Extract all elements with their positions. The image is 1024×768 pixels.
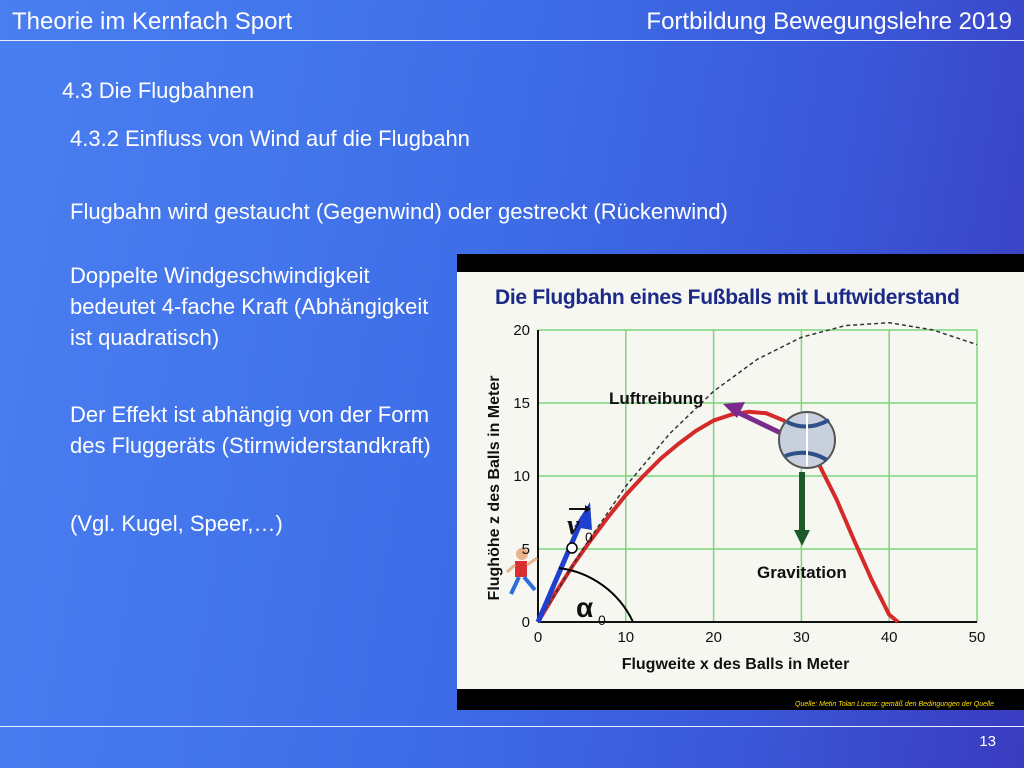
gravity-label: Gravitation bbox=[757, 563, 847, 582]
x-tick-label: 10 bbox=[617, 629, 635, 646]
paragraph-wind-speed: Doppelte Windgeschwindigkeit bedeutet 4-fache Kraft (Abhängigkeit ist quadratisch) bbox=[70, 263, 429, 350]
x-tick-label: 30 bbox=[793, 629, 810, 646]
slide-header bbox=[0, 0, 1024, 41]
paragraph-examples: (Vgl. Kugel, Speer,…) bbox=[70, 511, 283, 536]
gravity-arrowhead bbox=[794, 530, 810, 546]
y-tick-label: 20 bbox=[513, 322, 530, 339]
chart-title: Die Flugbahn eines Fußballs mit Luftwiderstand bbox=[495, 286, 960, 309]
x-tick-label: 40 bbox=[880, 629, 898, 646]
subsection-title: 4.3.2 Einfluss von Wind auf die Flugbahn bbox=[70, 126, 470, 151]
soccer-ball-icon bbox=[779, 412, 835, 468]
x-tick-label: 20 bbox=[705, 629, 722, 646]
page-number: 13 bbox=[979, 733, 996, 750]
y-tick-label: 10 bbox=[513, 468, 530, 485]
section-title: 4.3 Die Flugbahnen bbox=[62, 78, 255, 103]
x-tick-label: 50 bbox=[968, 629, 986, 646]
header-left-title: Theorie im Kernfach Sport bbox=[12, 8, 293, 35]
chart-panel bbox=[457, 272, 1024, 689]
trajectory-chart bbox=[457, 272, 1024, 689]
trajectory-figure bbox=[457, 254, 1024, 710]
source-caption: Quelle: Metin Tolan Lizenz: gemäß den Bedingungen der Quelle bbox=[795, 701, 994, 708]
small-ball-icon bbox=[567, 543, 577, 553]
footer-divider bbox=[0, 726, 1024, 727]
angle-label: α bbox=[576, 592, 594, 623]
x-axis-label: Flugweite x des Balls in Meter bbox=[621, 656, 850, 673]
angle-arc bbox=[559, 568, 633, 622]
drag-label: Luftreibung bbox=[609, 389, 704, 408]
header-right-title: Fortbildung Bewegungslehre 2019 bbox=[646, 8, 1012, 35]
y-axis-label: Flughöhe z des Balls in Meter bbox=[486, 375, 503, 601]
y-tick-label: 5 bbox=[521, 541, 530, 558]
y-tick-label: 0 bbox=[521, 614, 530, 631]
angle-subscript: 0 bbox=[598, 612, 606, 628]
velocity-label: v bbox=[567, 510, 580, 541]
paragraph-wind-effect: Flugbahn wird gestaucht (Gegenwind) oder gestreckt (Rückenwind) bbox=[70, 199, 728, 224]
x-tick-label: 0 bbox=[533, 629, 543, 646]
paragraph-shape: Der Effekt ist abhängig von der Form des Fluggeräts (Stirnwiderstandkraft) bbox=[70, 402, 431, 458]
y-tick-label: 15 bbox=[513, 395, 530, 412]
trajectory-with-drag bbox=[538, 412, 898, 622]
velocity-subscript: 0 bbox=[585, 529, 593, 545]
